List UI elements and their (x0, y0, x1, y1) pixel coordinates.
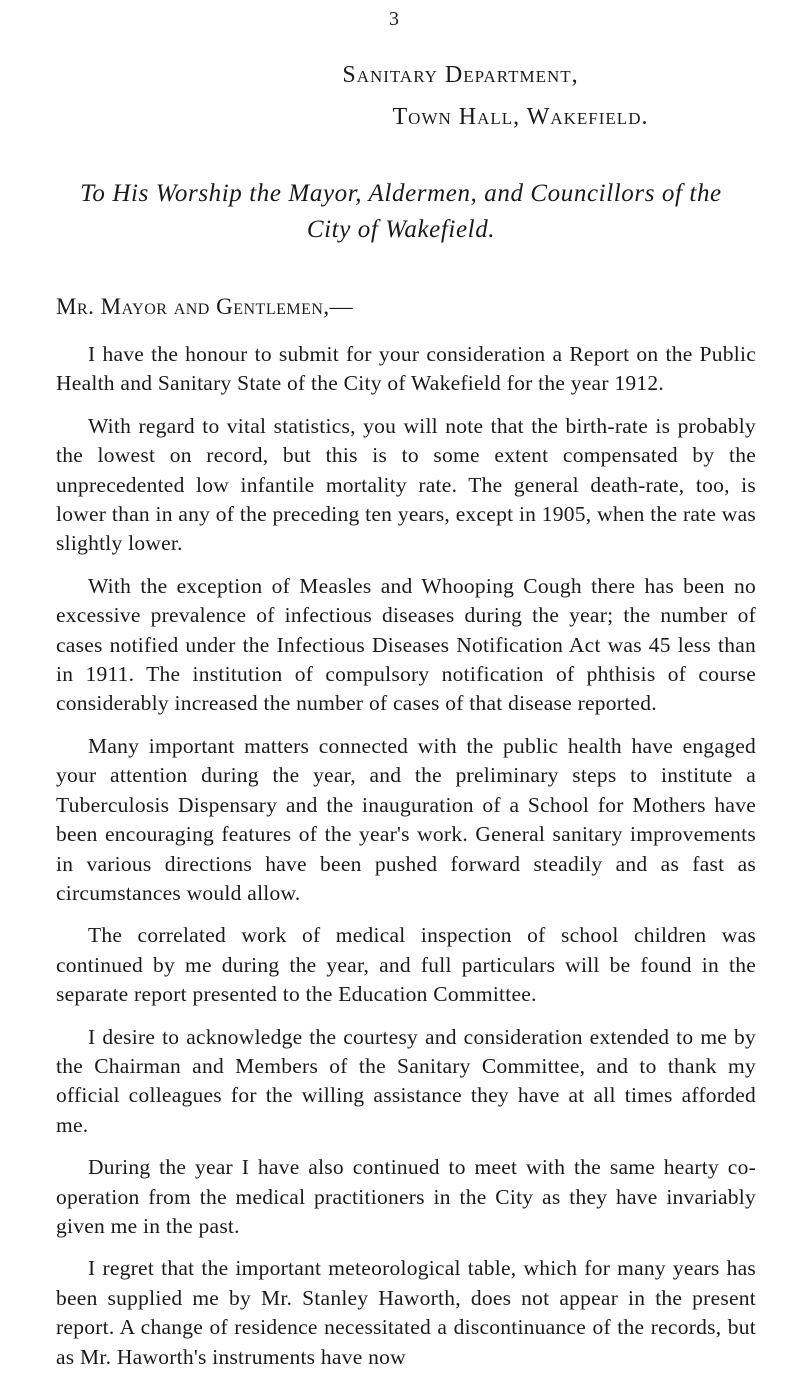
paragraph: I desire to acknowledge the courtesy and consideration extended to me by the Chairman and Members of the Sanitary Committee, and to thank my official colleagues for the willing assistance they have at all times afforded me. (56, 1024, 756, 1137)
department-heading: Sanitary Department, (342, 62, 579, 88)
address-heading: Town Hall, Wakefield. (392, 104, 649, 130)
paragraph: With regard to vital statistics, you will note that the birth-rate is probably the lowest on record, but this is to some extent compensated by the unprecedented low infantile mortality rate. The general death-rate, too, is lower than in any of the preceding ten years, except in 1905, when the rate was slightly lower. (56, 413, 756, 556)
paragraph: I regret that the important meteorological table, which for many years has been supplied me by Mr. Stanley Haworth, does not appear in the present report. A change of residence necessitated a discontinuance of the records, but as Mr. Haworth's instruments have now (56, 1256, 756, 1369)
paragraph: Many important matters connected with the public health have engaged your attention during the year, and the preliminary steps to institute a Tuberculosis Dispensary and the inauguration of a School for Mothers have been encouraging features of the year's work. General sanitary improvements in various directions have been pushed forward steadily and as fast as circumstances would allow. (56, 733, 756, 905)
paragraph: With the exception of Measles and Whooping Cough there has been no excessive prevalence of infectious diseases during the year; the number of cases notified under the Infectious Diseases Notification Act was 45 less than in 1911. The institution of compulsory notification of phthisis of course considerably increased the number of cases of that disease reported. (56, 573, 756, 716)
paragraph: During the year I have also continued to meet with the same hearty co-operation from the medical practitioners in the City as they have invariably given me in the past. (56, 1155, 756, 1238)
paragraph: The correlated work of medical inspection of school children was continued by me during the year, and full particulars will be found in the separate report presented to the Education Committee. (56, 923, 756, 1007)
salutation: Mr. Mayor and Gentlemen,— (56, 294, 354, 319)
page-number: 3 (389, 8, 399, 30)
paragraph: I have the honour to submit for your consideration a Report on the Public Health and Sanitary State of the City of Wakefield for the year 1912. (56, 342, 756, 396)
addressee: To His Worship the Mayor, Aldermen, and Councillors of the City of Wakefield. (80, 180, 722, 243)
report-body (56, 340, 756, 1385)
